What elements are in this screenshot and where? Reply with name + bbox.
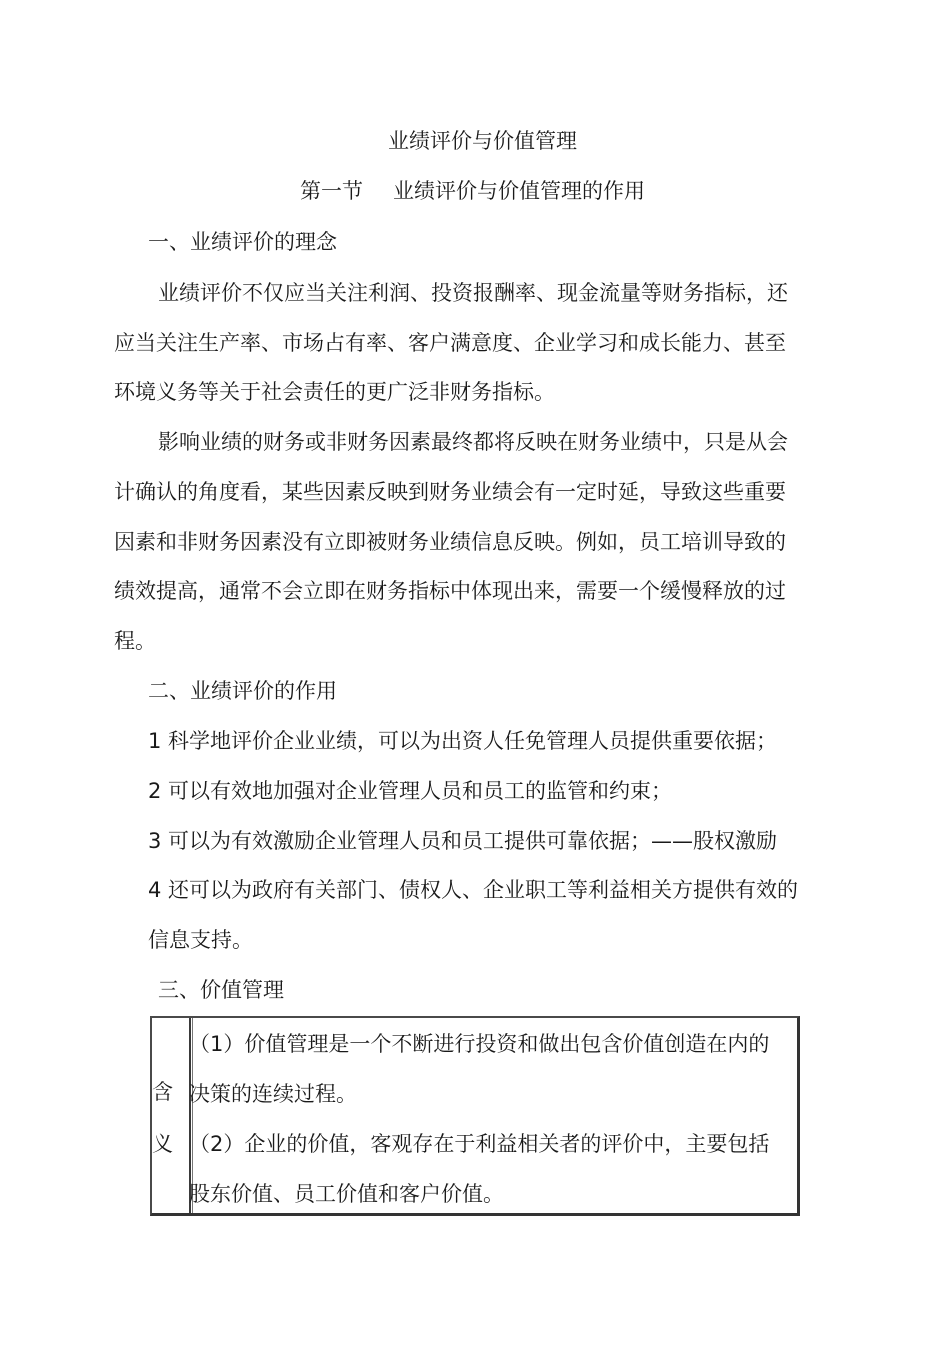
paragraph-2-line: 影响业绩的财务或非财务因素最终都将反映在财务业绩中，只是从会 bbox=[158, 430, 788, 454]
table-cell-line: （2）企业的价值，客观存在于利益相关者的评价中，主要包括 bbox=[189, 1132, 770, 1156]
heading-2: 二、业绩评价的作用 bbox=[148, 679, 337, 703]
definition-table bbox=[150, 1016, 800, 1216]
table-cell-line: 决策的连续过程。 bbox=[189, 1082, 357, 1106]
paragraph-1-line: 应当关注生产率、市场占有率、客户满意度、企业学习和成长能力、甚至 bbox=[114, 331, 786, 355]
table-label: 含 bbox=[152, 1080, 173, 1104]
paragraph-1-line: 业绩评价不仅应当关注利润、投资报酬率、现金流量等财务指标，还 bbox=[158, 281, 788, 305]
document-title: 业绩评价与价值管理 bbox=[388, 129, 577, 153]
section-heading bbox=[300, 177, 645, 205]
paragraph-2-line: 计确认的角度看，某些因素反映到财务业绩会有一定时延，导致这些重要 bbox=[114, 480, 786, 504]
table-cell-line: 股东价值、员工价值和客户价值。 bbox=[189, 1182, 504, 1206]
list-item-continuation: 信息支持。 bbox=[148, 928, 253, 952]
paragraph-2-line: 程。 bbox=[114, 629, 156, 653]
table-label: 义 bbox=[152, 1132, 173, 1156]
paragraph-2-line: 绩效提高，通常不会立即在财务指标中体现出来，需要一个缓慢释放的过 bbox=[114, 579, 786, 603]
section-title: 业绩评价与价值管理的作用 bbox=[393, 179, 645, 203]
list-item: 4 还可以为政府有关部门、债权人、企业职工等利益相关方提供有效的 bbox=[148, 878, 799, 902]
list-item: 3 可以为有效激励企业管理人员和员工提供可靠依据；——股权激励 bbox=[148, 829, 778, 853]
paragraph-1-line: 环境义务等关于社会责任的更广泛非财务指标。 bbox=[114, 380, 555, 404]
list-item: 1 科学地评价企业业绩，可以为出资人任免管理人员提供重要依据； bbox=[148, 729, 778, 753]
heading-1: 一、业绩评价的理念 bbox=[148, 230, 337, 254]
paragraph-2-line: 因素和非财务因素没有立即被财务业绩信息反映。例如，员工培训导致的 bbox=[114, 530, 786, 554]
table-cell-line: （1）价值管理是一个不断进行投资和做出包含价值创造在内的 bbox=[189, 1032, 770, 1056]
heading-3: 三、价值管理 bbox=[158, 978, 284, 1002]
section-number: 第一节 bbox=[300, 179, 363, 203]
list-item: 2 可以有效地加强对企业管理人员和员工的监管和约束； bbox=[148, 779, 673, 803]
